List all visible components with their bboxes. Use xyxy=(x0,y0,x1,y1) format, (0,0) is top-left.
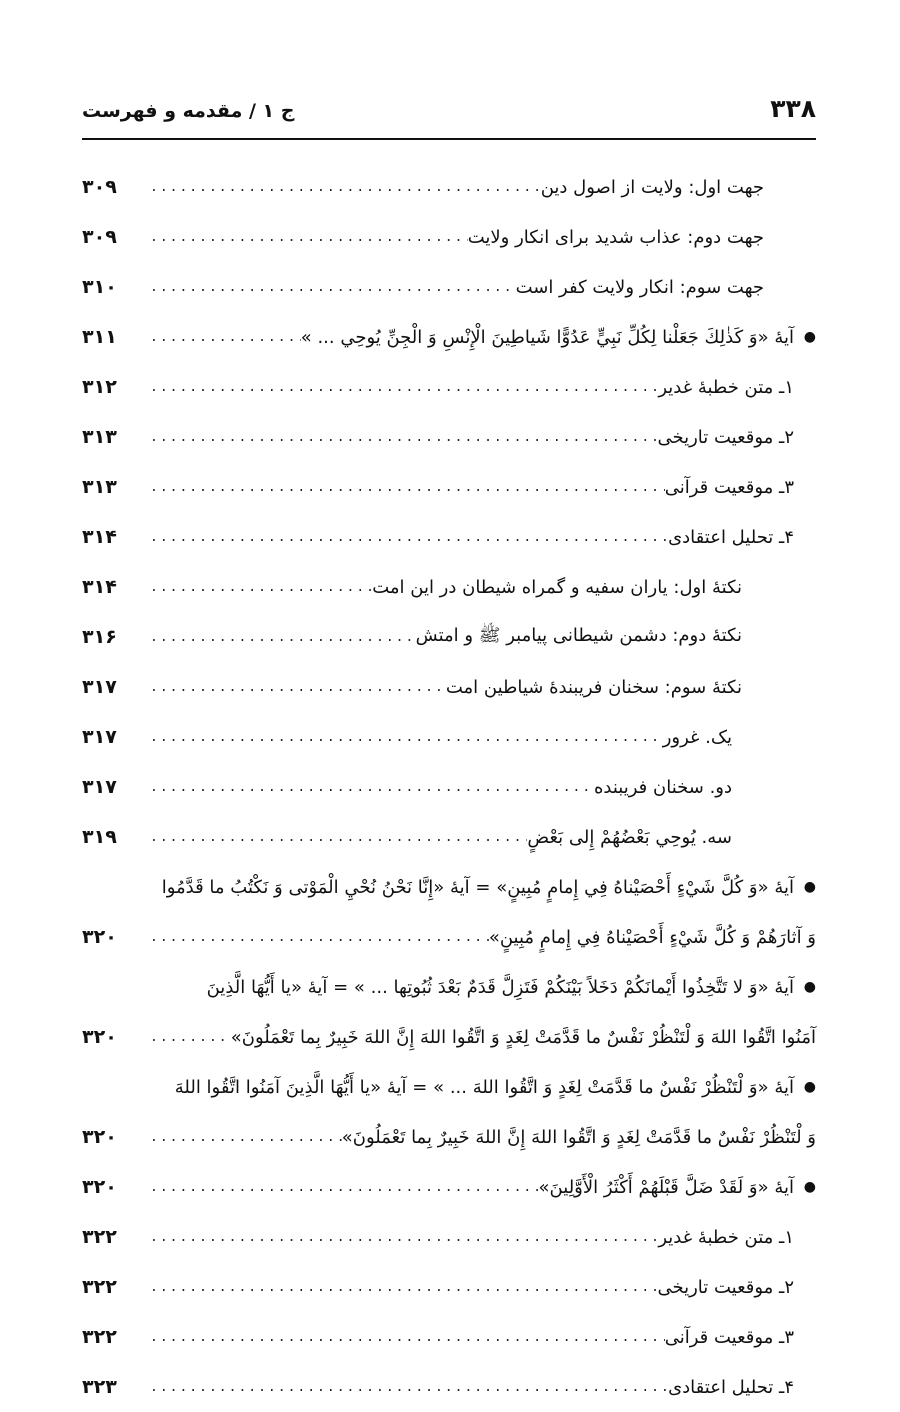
toc-page-number: ۳۱۷ xyxy=(82,676,117,698)
toc-entry[interactable] xyxy=(82,562,816,612)
toc-entry-continuation[interactable] xyxy=(82,1012,816,1062)
toc-entry-title: آیهٔ «وَ لْتَنْظُرْ نَفْسٌ ما قَدَّمَتْ لِغَدٍ وَ اتَّقُوا اللهَ ... » = آیهٔ «يا أَيُّهَا الَّذِينَ آمَنُوا اتَّقُوا اللهَ xyxy=(174,1076,794,1098)
toc-page-number: ۳۱۳ xyxy=(82,426,117,448)
toc-entry-continuation-text: وَ آثارَهُمْ وَ كُلَّ شَيْءٍ أَحْصَيْناهُ فِي إِمامٍ مُبِينٍ» xyxy=(488,926,816,948)
toc-entry[interactable] xyxy=(82,1312,816,1362)
leader-dots xyxy=(144,730,663,745)
bullet-icon: ● xyxy=(803,979,816,995)
toc-page-number: ۳۱۴ xyxy=(82,576,117,598)
toc-entry-title: ۴ـ تحلیل اعتقادی xyxy=(668,1376,794,1398)
leader-dots xyxy=(144,830,527,845)
leader-dots xyxy=(144,380,658,395)
toc-entry-title: ۱ـ متن خطبهٔ غدیر xyxy=(658,1226,794,1248)
bullet-icon: ● xyxy=(803,1079,816,1095)
toc-entry[interactable] xyxy=(82,812,816,862)
leader-dots xyxy=(144,330,301,345)
toc-entry-title: ۳ـ موقعیت قرآنی xyxy=(664,476,794,498)
toc-page-number: ۳۱۹ xyxy=(82,826,117,848)
toc-entry-title: نکتهٔ دوم: دشمن شیطانی پیامبر ﷺ و امتش xyxy=(415,625,742,646)
leader-dots xyxy=(144,280,516,295)
toc-entry-title: ۲ـ موقعیت تاریخی xyxy=(657,1276,794,1298)
leader-dots xyxy=(144,930,489,945)
leader-dots xyxy=(144,630,416,645)
toc-entry[interactable] xyxy=(82,712,816,762)
toc-page-number: ۳۱۷ xyxy=(82,726,117,748)
leader-dots xyxy=(144,430,657,445)
leader-dots xyxy=(144,480,665,495)
toc-entry-title: جهت اول: ولایت از اصول دین xyxy=(540,176,764,198)
toc-entry[interactable] xyxy=(82,162,816,212)
toc-entry-line[interactable] xyxy=(82,1062,816,1112)
toc-entry-title: جهت دوم: عذاب شدید برای انکار ولایت xyxy=(467,226,764,248)
toc-entry[interactable] xyxy=(82,1212,816,1262)
page-header xyxy=(82,90,816,140)
toc-entry-line[interactable] xyxy=(82,962,816,1012)
toc-entry-continuation-text: وَ لْتَنْظُرْ نَفْسٌ ما قَدَّمَتْ لِغَدٍ وَ اتَّقُوا اللهَ إِنَّ اللهَ خَبِيرٌ بِما تَعْمَلُونَ» xyxy=(341,1126,816,1148)
leader-dots xyxy=(144,1180,539,1195)
bullet-icon: ● xyxy=(803,329,816,345)
toc-page-number: ۳۲۲ xyxy=(82,1226,117,1248)
toc-entry[interactable] xyxy=(82,662,816,712)
toc-entry-title: آیهٔ «وَ كُلَّ شَيْءٍ أَحْصَيْناهُ فِي إِمامٍ مُبِينٍ» = آیهٔ «إِنَّا نَحْنُ نُحْيِ الْمَوْتى وَ نَكْتُبُ ما قَدَّمُوا xyxy=(161,876,794,898)
leader-dots xyxy=(144,780,594,795)
running-title: ج ۱ / مقدمه و فهرست xyxy=(82,100,295,122)
toc-page-number: ۳۱۰ xyxy=(82,276,117,298)
toc-entry[interactable] xyxy=(82,462,816,512)
toc-page-number: ۳۲۰ xyxy=(82,1126,117,1148)
toc-entry-title: ۴ـ تحلیل اعتقادی xyxy=(668,526,794,548)
toc-page-number: ۳۱۷ xyxy=(82,776,117,798)
leader-dots xyxy=(144,1280,657,1295)
toc-entry[interactable] xyxy=(82,1362,816,1412)
toc-entry[interactable] xyxy=(82,212,816,262)
bullet-icon: ● xyxy=(803,879,816,895)
toc-page-number: ۳۱۶ xyxy=(82,626,117,648)
toc-entry-continuation-text: آمَنُوا اتَّقُوا اللهَ وَ لْتَنْظُرْ نَفْسٌ ما قَدَّمَتْ لِغَدٍ وَ اتَّقُوا اللهَ إِنَّ اللهَ خَبِيرٌ بِما تَعْمَلُونَ» xyxy=(230,1026,816,1048)
leader-dots xyxy=(144,1130,342,1145)
toc-entry-title: آیهٔ «وَ لَقَدْ ضَلَّ قَبْلَهُمْ أَكْثَرُ الْأَوَّلِينَ» xyxy=(538,1176,794,1198)
toc-entry-title: سه. يُوحِي بَعْضُهُمْ إِلى بَعْضٍ xyxy=(527,826,732,848)
toc-entry[interactable] xyxy=(82,362,816,412)
toc-entry-title: یک. غرور xyxy=(662,726,732,748)
toc-entry-title: نکتهٔ سوم: سخنان فریبندهٔ شیاطین امت xyxy=(445,676,742,698)
toc-entry-title: آیهٔ «وَ لا تَتَّخِذُوا أَيْمانَكُمْ دَخَلاً بَيْنَكُمْ فَتَزِلَّ قَدَمٌ بَعْدَ ثُبُوتِها ... » = آیهٔ «يا أَيُّهَا الَّذِينَ xyxy=(206,976,794,998)
toc-entry-line[interactable] xyxy=(82,862,816,912)
toc-page-number: ۳۱۲ xyxy=(82,376,117,398)
toc-page-number: ۳۱۴ xyxy=(82,526,117,548)
leader-dots xyxy=(144,230,468,245)
leader-dots xyxy=(144,1030,231,1045)
toc-entry-title: ۳ـ موقعیت قرآنی xyxy=(664,1326,794,1348)
leader-dots xyxy=(144,180,541,195)
leader-dots xyxy=(144,1230,658,1245)
toc-entry[interactable] xyxy=(82,612,816,662)
leader-dots xyxy=(144,1380,668,1395)
toc-entry-continuation[interactable] xyxy=(82,912,816,962)
page-number: ۳۳۸ xyxy=(770,94,816,123)
toc-page-number: ۳۰۹ xyxy=(82,176,117,198)
toc-entry[interactable] xyxy=(82,1162,816,1212)
toc-entry-continuation[interactable] xyxy=(82,1112,816,1162)
leader-dots xyxy=(144,530,668,545)
toc-page-number: ۳۱۳ xyxy=(82,476,117,498)
toc-entry-title: ۲ـ موقعیت تاریخی xyxy=(657,426,794,448)
leader-dots xyxy=(144,1330,665,1345)
toc-entry-title: نکتهٔ اول: یاران سفیه و گمراه شیطان در این امت xyxy=(372,576,742,598)
toc-entry-title: دو. سخنان فریبنده xyxy=(594,776,732,798)
leader-dots xyxy=(144,680,446,695)
toc-entry[interactable] xyxy=(82,1262,816,1312)
toc-entry-title: جهت سوم: انکار ولایت کفر است xyxy=(515,276,764,298)
toc-entry[interactable] xyxy=(82,762,816,812)
leader-dots xyxy=(144,580,372,595)
toc-entry[interactable] xyxy=(82,512,816,562)
toc-entry[interactable] xyxy=(82,412,816,462)
toc-page-number: ۳۲۰ xyxy=(82,1026,117,1048)
toc-entry-title: ۱ـ متن خطبهٔ غدیر xyxy=(658,376,794,398)
toc-page-number: ۳۱۱ xyxy=(82,326,117,348)
toc-page-number: ۳۲۲ xyxy=(82,1326,117,1348)
toc-page-number: ۳۲۰ xyxy=(82,1176,117,1198)
toc-page-number: ۳۰۹ xyxy=(82,226,117,248)
table-of-contents xyxy=(82,162,816,1412)
toc-page-number: ۳۲۰ xyxy=(82,926,117,948)
bullet-icon: ● xyxy=(803,1179,816,1195)
toc-entry-title: آیهٔ «وَ كَذٰلِكَ جَعَلْنا لِكُلِّ نَبِيٍّ عَدُوًّا شَياطِينَ الْإِنْسِ وَ الْجِنِّ يُوحِي ... » xyxy=(300,326,794,348)
toc-entry[interactable] xyxy=(82,312,816,362)
toc-page-number: ۳۲۲ xyxy=(82,1276,117,1298)
toc-page-number: ۳۲۳ xyxy=(82,1376,117,1398)
toc-entry[interactable] xyxy=(82,262,816,312)
